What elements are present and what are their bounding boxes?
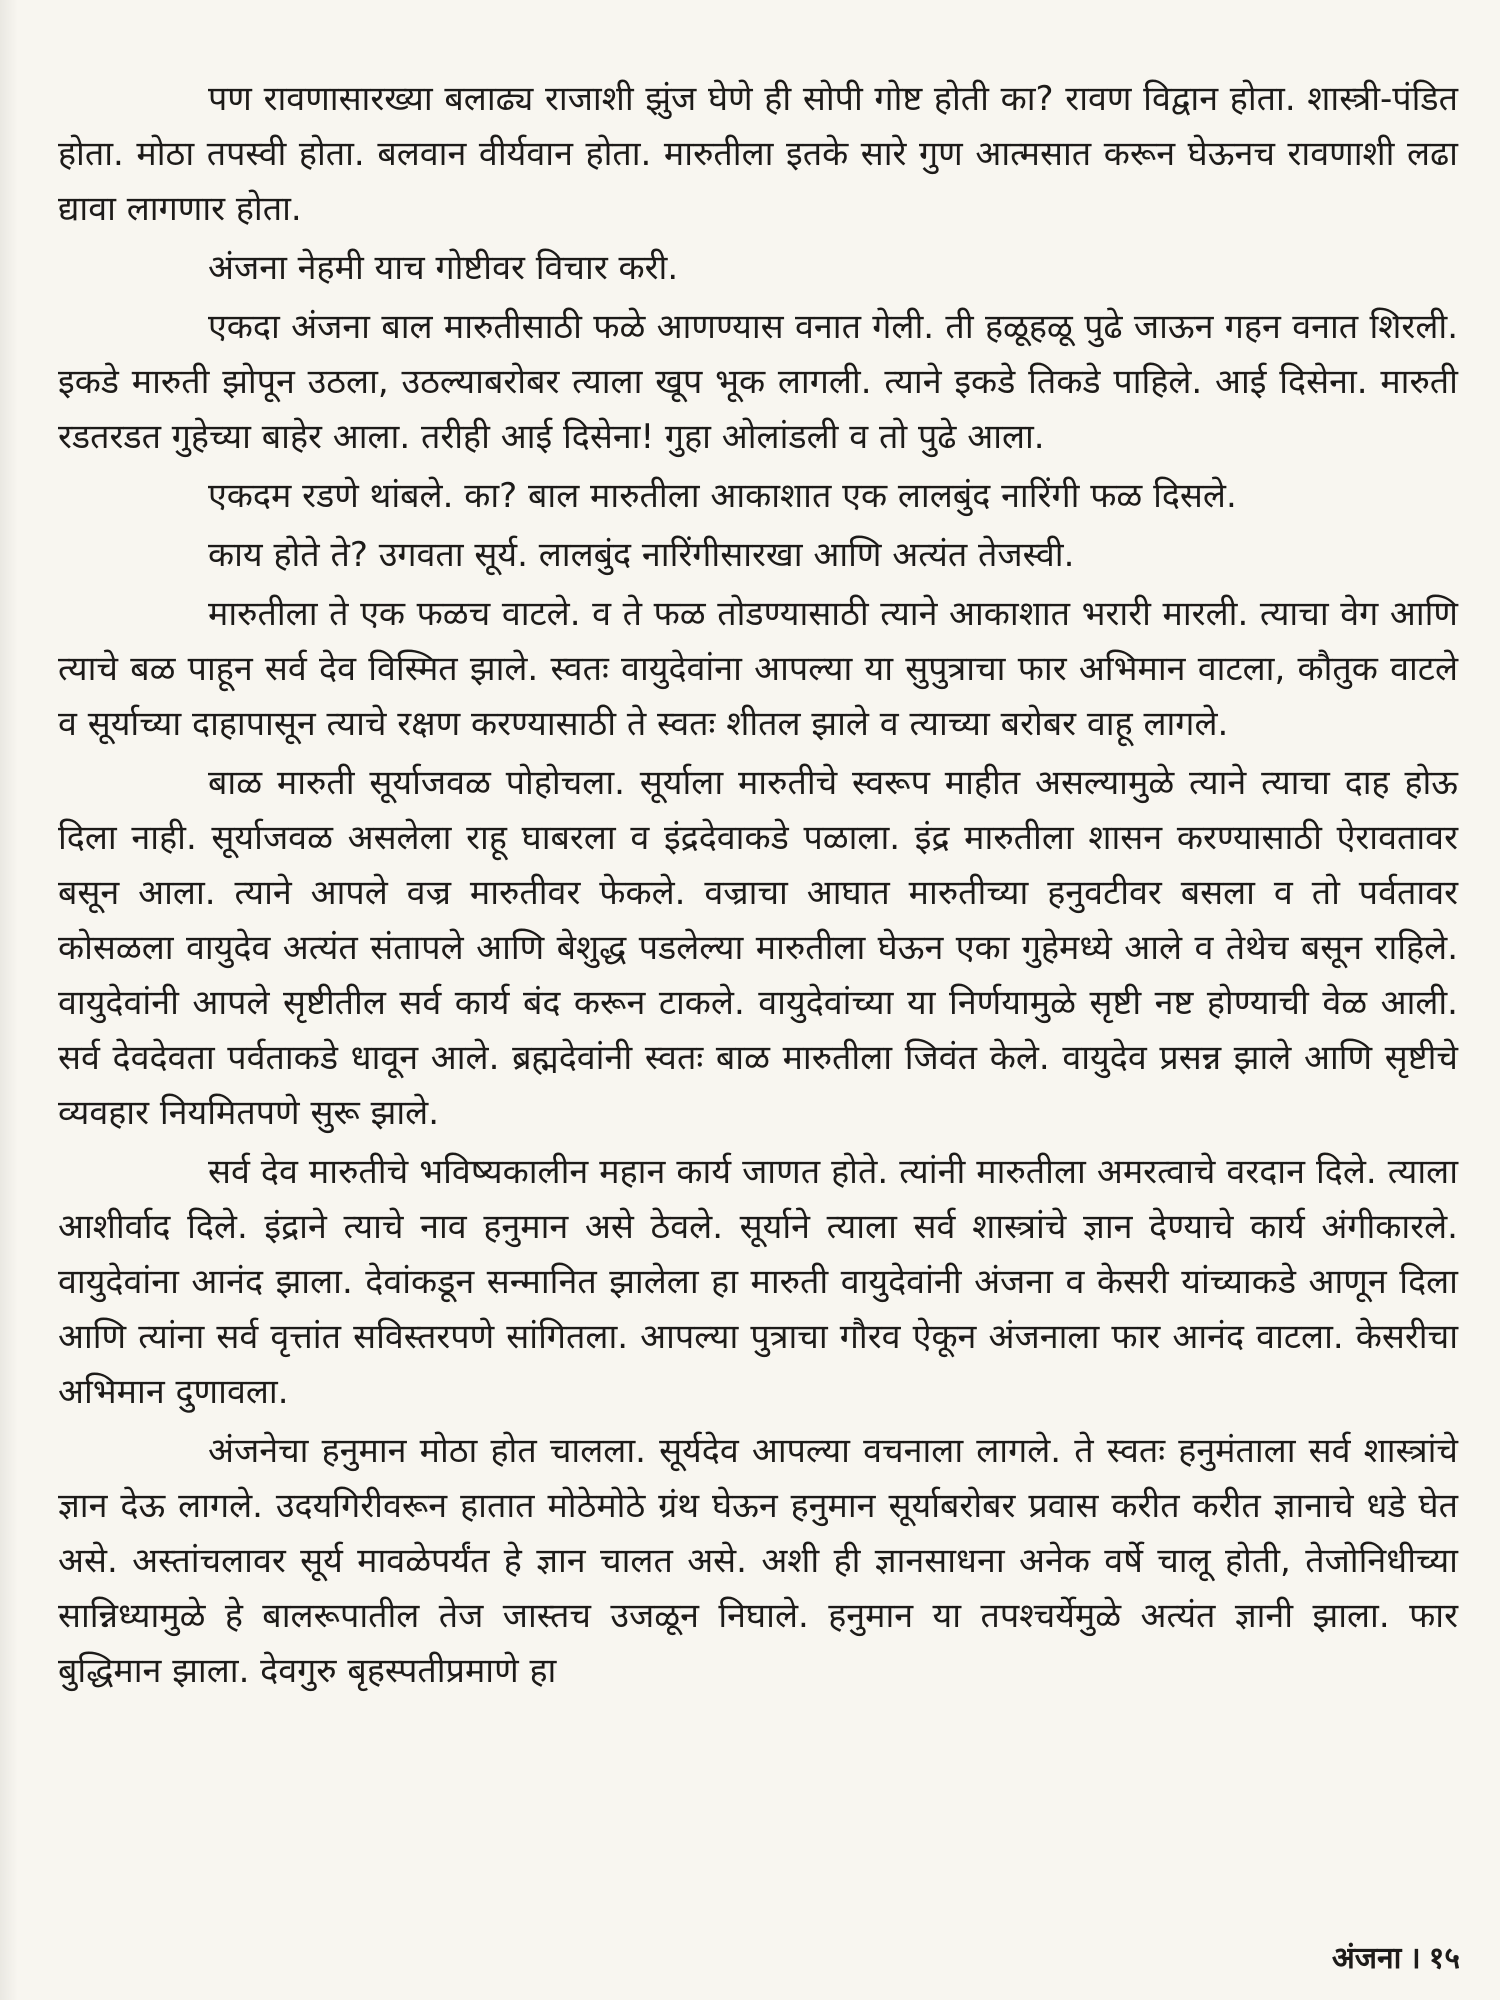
paragraph: बाळ मारुती सूर्याजवळ पोहोचला. सूर्याला मारुतीचे स्वरूप माहीत असल्यामुळे त्याने त्याचा दाह होऊ दिला नाही. सूर्याजवळ असलेला राहू घाबरला व इंद्रदेवाकडे पळाला. इंद्र मारुतीला शासन करण्यासाठी ऐरावतावर बसून आला. त्याने आपले वज्र मारुतीवर फेकले. वज्राचा आघात मारुतीच्या हनुवटीवर बसला व तो पर्वतावर कोसळला वायुदेव अत्यंत संतापले आणि बेशुद्ध पडलेल्या मारुतीला घेऊन एका गुहेमध्ये आले व तेथेच बसून राहिले. वायुदेवांनी आपले सृष्टीतील सर्व कार्य बंद करून टाकले. वायुदेवांच्या या निर्णयामुळे सृष्टी नष्ट होण्याची वेळ आली. सर्व देवदेवता पर्वताकडे धावून आले. ब्रह्मदेवांनी स्वतः बाळ मारुतीला जिवंत केले. वायुदेव प्रसन्न झाले आणि सृष्टीचे व्यवहार नियमितपणे सुरू झाले. <box>58 763 1458 1133</box>
paragraph: अंजना नेहमी याच गोष्टीवर विचार करी. <box>208 248 679 288</box>
footer-separator: । <box>1409 1941 1421 1976</box>
paragraph: एकदा अंजना बाल मारुतीसाठी फळे आणण्यास वनात गेली. ती हळूहळू पुढे जाऊन गहन वनात शिरली. इकडे मारुती झोपून उठला, उठल्याबरोबर त्याला खूप भूक लागली. त्याने इकडे तिकडे पाहिले. आई दिसेना. मारुती रडतरडत गुहेच्या बाहेर आला. तरीही आई दिसेना! गुहा ओलांडली व तो पुढे आला. <box>58 307 1458 457</box>
running-title: अंजना <box>1331 1941 1402 1976</box>
paragraph: अंजनेचा हनुमान मोठा होत चालला. सूर्यदेव आपल्या वचनाला लागले. ते स्वतः हनुमंताला सर्व शास्त्रांचे ज्ञान देऊ लागले. उदयगिरीवरून हातात मोठेमोठे ग्रंथ घेऊन हनुमान सूर्याबरोबर प्रवास करीत करीत ज्ञानाचे धडे घेत असे. अस्तांचलावर सूर्य मावळेपर्यंत हे ज्ञान चालत असे. अशी ही ज्ञानसाधना अनेक वर्षे चालू होती, तेजोनिधीच्या सान्निध्यामुळे हे बालरूपातील तेज जास्तच उजळून निघाले. हनुमान या तपश्चर्येमुळे अत्यंत ज्ञानी झाला. फार बुद्धिमान झाला. देवगुरु बृहस्पतीप्रमाणे हा <box>58 1431 1458 1691</box>
page-body <box>58 72 1458 1703</box>
paragraph: पण रावणासारख्या बलाढ्य राजाशी झुंज घेणे ही सोपी गोष्ट होती का? रावण विद्वान होता. शास्त्री-पंडित होता. मोठा तपस्वी होता. बलवान वीर्यवान होता. मारुतीला इतके सारे गुण आत्मसात करून घेऊनच रावणाशी लढा द्यावा लागणार होता. <box>58 79 1458 229</box>
paragraph: काय होते ते? उगवता सूर्य. लालबुंद नारिंगीसारखा आणि अत्यंत तेजस्वी. <box>208 535 1075 575</box>
page-footer <box>1332 1936 1460 1977</box>
paragraph: मारुतीला ते एक फळच वाटले. व ते फळ तोडण्यासाठी त्याने आकाशात भरारी मारली. त्याचा वेग आणि त्याचे बळ पाहून सर्व देव विस्मित झाले. स्वतः वायुदेवांना आपल्या या सुपुत्राचा फार अभिमान वाटला, कौतुक वाटले व सूर्याच्या दाहापासून त्याचे रक्षण करण्यासाठी ते स्वतः शीतल झाले व त्याच्या बरोबर वाहू लागले. <box>58 594 1458 744</box>
page-number: १५ <box>1428 1941 1460 1976</box>
paragraph: सर्व देव मारुतीचे भविष्यकालीन महान कार्य जाणत होते. त्यांनी मारुतीला अमरत्वाचे वरदान दिले. त्याला आशीर्वाद दिले. इंद्राने त्याचे नाव हनुमान असे ठेवले. सूर्याने त्याला सर्व शास्त्रांचे ज्ञान देण्याचे कार्य अंगीकारले. वायुदेवांना आनंद झाला. देवांकडून सन्मानित झालेला हा मारुती वायुदेवांनी अंजना व केसरी यांच्याकडे आणून दिला आणि त्यांना सर्व वृत्तांत सविस्तरपणे सांगितला. आपल्या पुत्राचा गौरव ऐकून अंजनाला फार आनंद वाटला. केसरीचा अभिमान दुणावला. <box>58 1152 1458 1412</box>
paragraph: एकदम रडणे थांबले. का? बाल मारुतीला आकाशात एक लालबुंद नारिंगी फळ दिसले. <box>208 476 1237 516</box>
